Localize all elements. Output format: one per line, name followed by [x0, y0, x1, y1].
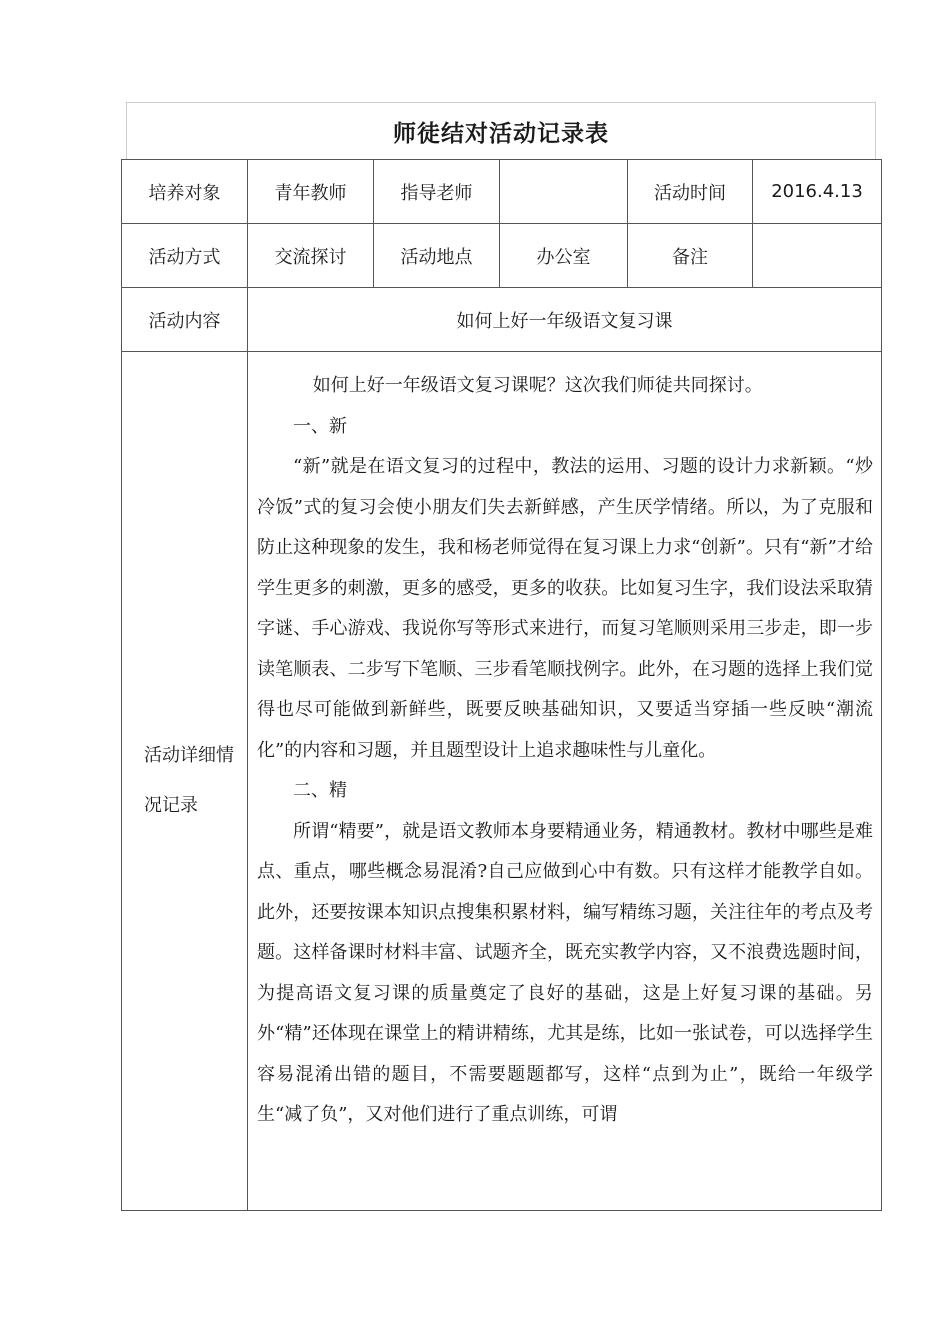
label-content: 活动内容: [122, 288, 248, 352]
label-mentor: 指导老师: [374, 160, 500, 224]
value-target: 青年教师: [248, 160, 374, 224]
value-method: 交流探讨: [248, 224, 374, 288]
detail-paragraph: 所谓“精要”，就是语文教师本身要精通业务，精通教材。教材中哪些是难点、重点，哪些概念易混淆?自己应做到心中有数。只有这样才能教学自如。此外，还要按课本知识点搜集积累材料，编写精练习题，关注往年的考点及考题。这样备课时材料丰富、试题齐全，既充实教学内容，又不浪费选题时间，为提高语文复习课的质量奠定了良好的基础，这是上好复习课的基础。另外“精”还体现在课堂上的精讲精练，尤其是练，比如一张试卷，可以选择学生容易混淆出错的题目，不需要题题都写，这样“点到为止”，既给一年级学生“减了负”，又对他们进行了重点训练，可谓: [257, 820, 873, 1125]
value-place: 办公室: [500, 224, 628, 288]
label-target: 培养对象: [122, 160, 248, 224]
detail-heading: 二、精: [293, 780, 347, 801]
record-table: [121, 159, 882, 1211]
detail-heading: 一、新: [293, 415, 347, 437]
label-method: 活动方式: [122, 224, 248, 288]
label-detail: 活动详细情况记录: [122, 352, 248, 1211]
detail-body: [248, 352, 882, 1211]
value-mentor: [500, 160, 628, 224]
value-note: [753, 224, 882, 288]
value-time: 2016.4.13: [753, 160, 882, 224]
table-row: [122, 160, 882, 224]
form-title: 师徒结对活动记录表: [126, 102, 876, 159]
label-note: 备注: [628, 224, 753, 288]
value-content: 如何上好一年级语文复习课: [248, 288, 882, 352]
table-row: [122, 224, 882, 288]
detail-paragraph: 如何上好一年级语文复习课呢？这次我们师徒共同探讨。: [312, 375, 763, 396]
table-row: [122, 352, 882, 1211]
label-place: 活动地点: [374, 224, 500, 288]
label-time: 活动时间: [628, 160, 753, 224]
detail-paragraph: “新”就是在语文复习的过程中，教法的运用、习题的设计力求新颖。“炒冷饭”式的复习会使小朋友们失去新鲜感，产生厌学情绪。所以，为了克服和防止这种现象的发生，我和杨老师觉得在复习课上力求“创新”。只有“新”才给学生更多的刺激，更多的感受，更多的收获。比如复习生字，我们设法采取猜字谜、手心游戏、我说你写等形式来进行，而复习笔顺则采用三步走，即一步读笔顺表、二步写下笔顺、三步看笔顺找例字。此外，在习题的选择上我们觉得也尽可能做到新鲜些，既要反映基础知识，又要适当穿插一些反映“潮流化”的内容和习题，并且题型设计上追求趣味性与儿童化。: [257, 456, 873, 761]
table-row: [122, 288, 882, 352]
